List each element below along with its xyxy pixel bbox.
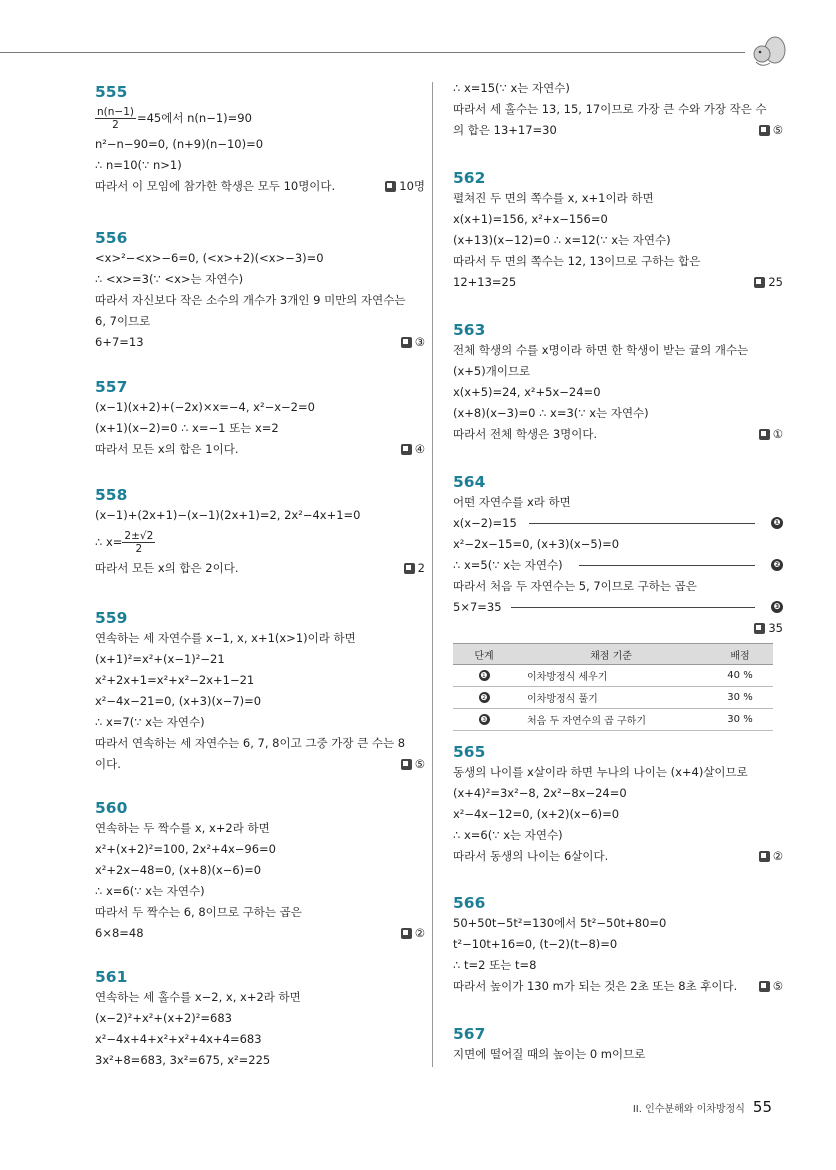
answer-badge: ① xyxy=(759,424,783,445)
answer-badge: ⑤ xyxy=(401,754,425,775)
solution-line: (x+5)개이므로 xyxy=(453,364,531,378)
table-cell: 30 % xyxy=(707,709,773,731)
solution-line: x²−4x+4+x²+x²+4x+4=683 xyxy=(95,1032,262,1046)
solution-line: (x−2)²+x²+(x+2)²=683 xyxy=(95,1011,232,1025)
solution-line: 6×8=48 ② xyxy=(95,923,425,944)
solution-line: (x+13)(x−12)=0 ∴ x=12(∵ x는 자연수) xyxy=(453,233,671,247)
problem-564 xyxy=(453,472,783,731)
answer-badge: ② xyxy=(401,923,425,944)
solution-line: 어떤 자연수를 x라 하면 xyxy=(453,495,571,509)
problem-number: 563 xyxy=(453,321,486,339)
solution-line: (x+8)(x−3)=0 ∴ x=3(∵ x는 자연수) xyxy=(453,406,649,420)
problem-562 xyxy=(453,168,783,293)
page-number: 55 xyxy=(752,1098,772,1116)
problem-number: 558 xyxy=(95,486,128,504)
solution-line: ∴ <x>=3(∵ <x>는 자연수) xyxy=(95,272,244,286)
problem-561-continued xyxy=(453,78,783,141)
table-cell: 이차방정식 풀기 xyxy=(515,687,707,709)
solution-line: 지면에 떨어질 때의 높이는 0 m이므로 xyxy=(453,1047,646,1061)
solution-line: (x−1)+(2x+1)−(x−1)(2x+1)=2, 2x²−4x+1=0 xyxy=(95,508,361,522)
answer-icon xyxy=(401,444,412,455)
answer-icon xyxy=(754,277,765,288)
solution-line: x²−4x−12=0, (x+2)(x−6)=0 xyxy=(453,807,620,821)
solution-line: 6, 7이므로 xyxy=(95,314,151,328)
step-marker: ❶ xyxy=(771,517,783,529)
answer-badge: 25 xyxy=(754,272,783,293)
problem-559 xyxy=(95,608,425,775)
chapter-title: II. 인수분해와 이차방정식 xyxy=(632,1103,745,1115)
page-footer xyxy=(633,1098,772,1116)
solution-line: x²+2x+1=x²+x²−2x+1−21 xyxy=(95,673,255,687)
answer-badge: ⑤ xyxy=(759,120,783,141)
answer-icon xyxy=(401,337,412,348)
answer-icon xyxy=(385,181,396,192)
answer-badge: ④ xyxy=(401,439,425,460)
solution-line: 연속하는 세 홀수를 x−2, x, x+2라 하면 xyxy=(95,990,301,1004)
solution-line: x²−4x−21=0, (x+3)(x−7)=0 xyxy=(95,694,262,708)
solution-line: ∴ x= $\frac{2\pm√2}{2}$ xyxy=(95,530,154,555)
problem-number: 567 xyxy=(453,1025,486,1043)
answer-badge: 35 xyxy=(754,618,783,639)
solution-line: 따라서 두 면의 쪽수는 12, 13이므로 구하는 합은 xyxy=(453,254,701,268)
solution-line: 따라서 동생의 나이는 6살이다. ② xyxy=(453,846,783,867)
problem-557 xyxy=(95,377,425,460)
fraction: $\frac{2\pm√2}{2}$ xyxy=(124,530,154,555)
table-cell: ❸ xyxy=(453,709,515,731)
answer-badge: 10명 xyxy=(385,176,425,197)
solution-line: 따라서 세 홀수는 13, 15, 17이므로 가장 큰 수와 가장 작은 수 xyxy=(453,102,767,116)
solution-line: (x−1)(x+2)+(−2x)×x=−4, x²−x−2=0 xyxy=(95,400,315,414)
header-rule xyxy=(0,52,745,53)
solution-line: 따라서 두 짝수는 6, 8이므로 구하는 곱은 xyxy=(95,905,302,919)
solution-line: ∴ x=6(∵ x는 자연수) xyxy=(95,884,205,898)
solution-line: x(x+1)=156, x²+x−156=0 xyxy=(453,212,608,226)
problem-566 xyxy=(453,893,783,997)
solution-line: 따라서 연속하는 세 자연수는 6, 7, 8이고 그중 가장 큰 수는 8 xyxy=(95,736,406,750)
problem-number: 557 xyxy=(95,378,128,396)
solution-line: 따라서 모든 x의 합은 2이다. 2 xyxy=(95,558,425,579)
solution-line: 12+13=25 25 xyxy=(453,272,783,293)
table-header-row xyxy=(453,644,773,665)
problem-number: 561 xyxy=(95,968,128,986)
table-cell: 30 % xyxy=(707,687,773,709)
solution-line: 따라서 높이가 130 m가 되는 것은 2초 또는 8초 후이다. ⑤ xyxy=(453,976,783,997)
solution-line: ∴ t=2 또는 t=8 xyxy=(453,958,537,972)
table-cell: 이차방정식 세우기 xyxy=(515,665,707,687)
squirrel-mascot-icon xyxy=(748,32,788,72)
answer-icon xyxy=(759,429,770,440)
solution-line: x(x−2)=15 ❶ xyxy=(453,513,783,534)
answer-icon xyxy=(401,759,412,770)
answer-badge: ⑤ xyxy=(759,976,783,997)
solution-line: 연속하는 두 짝수를 x, x+2라 하면 xyxy=(95,821,270,835)
problem-number: 555 xyxy=(95,83,128,101)
solution-line: ∴ x=7(∵ x는 자연수) xyxy=(95,715,205,729)
problem-563 xyxy=(453,320,783,445)
solution-line: 50+50t−5t²=130에서 5t²−50t+80=0 xyxy=(453,916,667,930)
table-row xyxy=(453,709,773,731)
problem-number: 560 xyxy=(95,799,128,817)
solution-line: x(x+5)=24, x²+5x−24=0 xyxy=(453,385,601,399)
solution-line: 따라서 이 모임에 참가한 학생은 모두 10명이다. 10명 xyxy=(95,176,425,197)
problem-number: 556 xyxy=(95,229,128,247)
problem-561 xyxy=(95,967,425,1071)
solution-line: 전체 학생의 수를 x명이라 하면 한 학생이 받는 귤의 개수는 xyxy=(453,343,749,357)
problem-560 xyxy=(95,798,425,944)
solution-line: (x+4)²=3x²−8, 2x²−8x−24=0 xyxy=(453,786,627,800)
solution-line: 의 합은 13+17=30 ⑤ xyxy=(453,120,783,141)
solution-line: 펼쳐진 두 면의 쪽수를 x, x+1이라 하면 xyxy=(453,191,654,205)
column-divider xyxy=(432,82,433,1067)
solution-line: <x>²−<x>−6=0, (<x>+2)(<x>−3)=0 xyxy=(95,251,324,265)
problem-number: 559 xyxy=(95,609,128,627)
step-leader-line xyxy=(529,523,755,524)
solution-line: ∴ n=10(∵ n>1) xyxy=(95,158,182,172)
solution-line: x²+(x+2)²=100, 2x²+4x−96=0 xyxy=(95,842,277,856)
problem-number: 564 xyxy=(453,473,486,491)
answer-icon xyxy=(401,928,412,939)
solution-line: 연속하는 세 자연수를 x−1, x, x+1(x>1)이라 하면 xyxy=(95,631,356,645)
table-row xyxy=(453,665,773,687)
solution-line: 6+7=13 ③ xyxy=(95,332,425,353)
solution-line: ∴ x=6(∵ x는 자연수) xyxy=(453,828,563,842)
solution-line: x²−2x−15=0, (x+3)(x−5)=0 xyxy=(453,537,620,551)
solution-line: 이다. ⑤ xyxy=(95,754,425,775)
solution-line: 5×7=35 ❸ xyxy=(453,597,783,618)
table-header: 단계 xyxy=(453,644,515,665)
table-header: 배점 xyxy=(707,644,773,665)
problem-567 xyxy=(453,1024,783,1065)
table-cell: ❶ xyxy=(453,665,515,687)
solution-line: 따라서 모든 x의 합은 1이다. ④ xyxy=(95,439,425,460)
problem-565 xyxy=(453,742,783,867)
answer-icon xyxy=(759,981,770,992)
table-row xyxy=(453,687,773,709)
problem-number: 566 xyxy=(453,894,486,912)
answer-icon xyxy=(759,125,770,136)
answer-icon xyxy=(754,623,765,634)
solution-line: t²−10t+16=0, (t−2)(t−8)=0 xyxy=(453,937,618,951)
solution-line: (x+1)²=x²+(x−1)²−21 xyxy=(95,652,225,666)
step-leader-line xyxy=(511,607,755,608)
answer-badge: ② xyxy=(759,846,783,867)
solution-line: $\frac{n(n-1)}{2}$ =45에서 n(n−1)=90 xyxy=(97,106,252,131)
step-leader-line xyxy=(579,565,755,566)
solution-line: 동생의 나이를 x살이라 하면 누나의 나이는 (x+4)살이므로 xyxy=(453,765,748,779)
solution-line: ∴ x=5(∵ x는 자연수) ❷ xyxy=(453,555,783,576)
solution-line: (x+1)(x−2)=0 ∴ x=−1 또는 x=2 xyxy=(95,421,279,435)
solution-line: n²−n−90=0, (n+9)(n−10)=0 xyxy=(95,137,264,151)
answer-icon xyxy=(404,563,415,574)
table-header: 채점 기준 xyxy=(515,644,707,665)
step-marker: ❸ xyxy=(771,601,783,613)
fraction: $\frac{n(n-1)}{2}$ xyxy=(97,106,134,131)
step-marker: ❷ xyxy=(771,559,783,571)
table-cell: 40 % xyxy=(707,665,773,687)
solution-line xyxy=(453,618,783,639)
table-cell: ❷ xyxy=(453,687,515,709)
grading-table xyxy=(453,643,773,731)
solution-line: ∴ x=15(∵ x는 자연수) xyxy=(453,81,570,95)
problem-556 xyxy=(95,228,425,353)
solution-line: 따라서 자신보다 작은 소수의 개수가 3개인 9 미만의 자연수는 xyxy=(95,293,406,307)
solution-line: x²+2x−48=0, (x+8)(x−6)=0 xyxy=(95,863,262,877)
problem-number: 562 xyxy=(453,169,486,187)
problem-number: 565 xyxy=(453,743,486,761)
answer-icon xyxy=(759,851,770,862)
answer-badge: 2 xyxy=(404,558,425,579)
table-cell: 처음 두 자연수의 곱 구하기 xyxy=(515,709,707,731)
solution-line: 따라서 전체 학생은 3명이다. ① xyxy=(453,424,783,445)
problem-555 xyxy=(95,82,425,197)
problem-558 xyxy=(95,485,425,579)
solution-line: 따라서 처음 두 자연수는 5, 7이므로 구하는 곱은 xyxy=(453,579,697,593)
solution-line: 3x²+8=683, 3x²=675, x²=225 xyxy=(95,1053,271,1067)
answer-badge: ③ xyxy=(401,332,425,353)
